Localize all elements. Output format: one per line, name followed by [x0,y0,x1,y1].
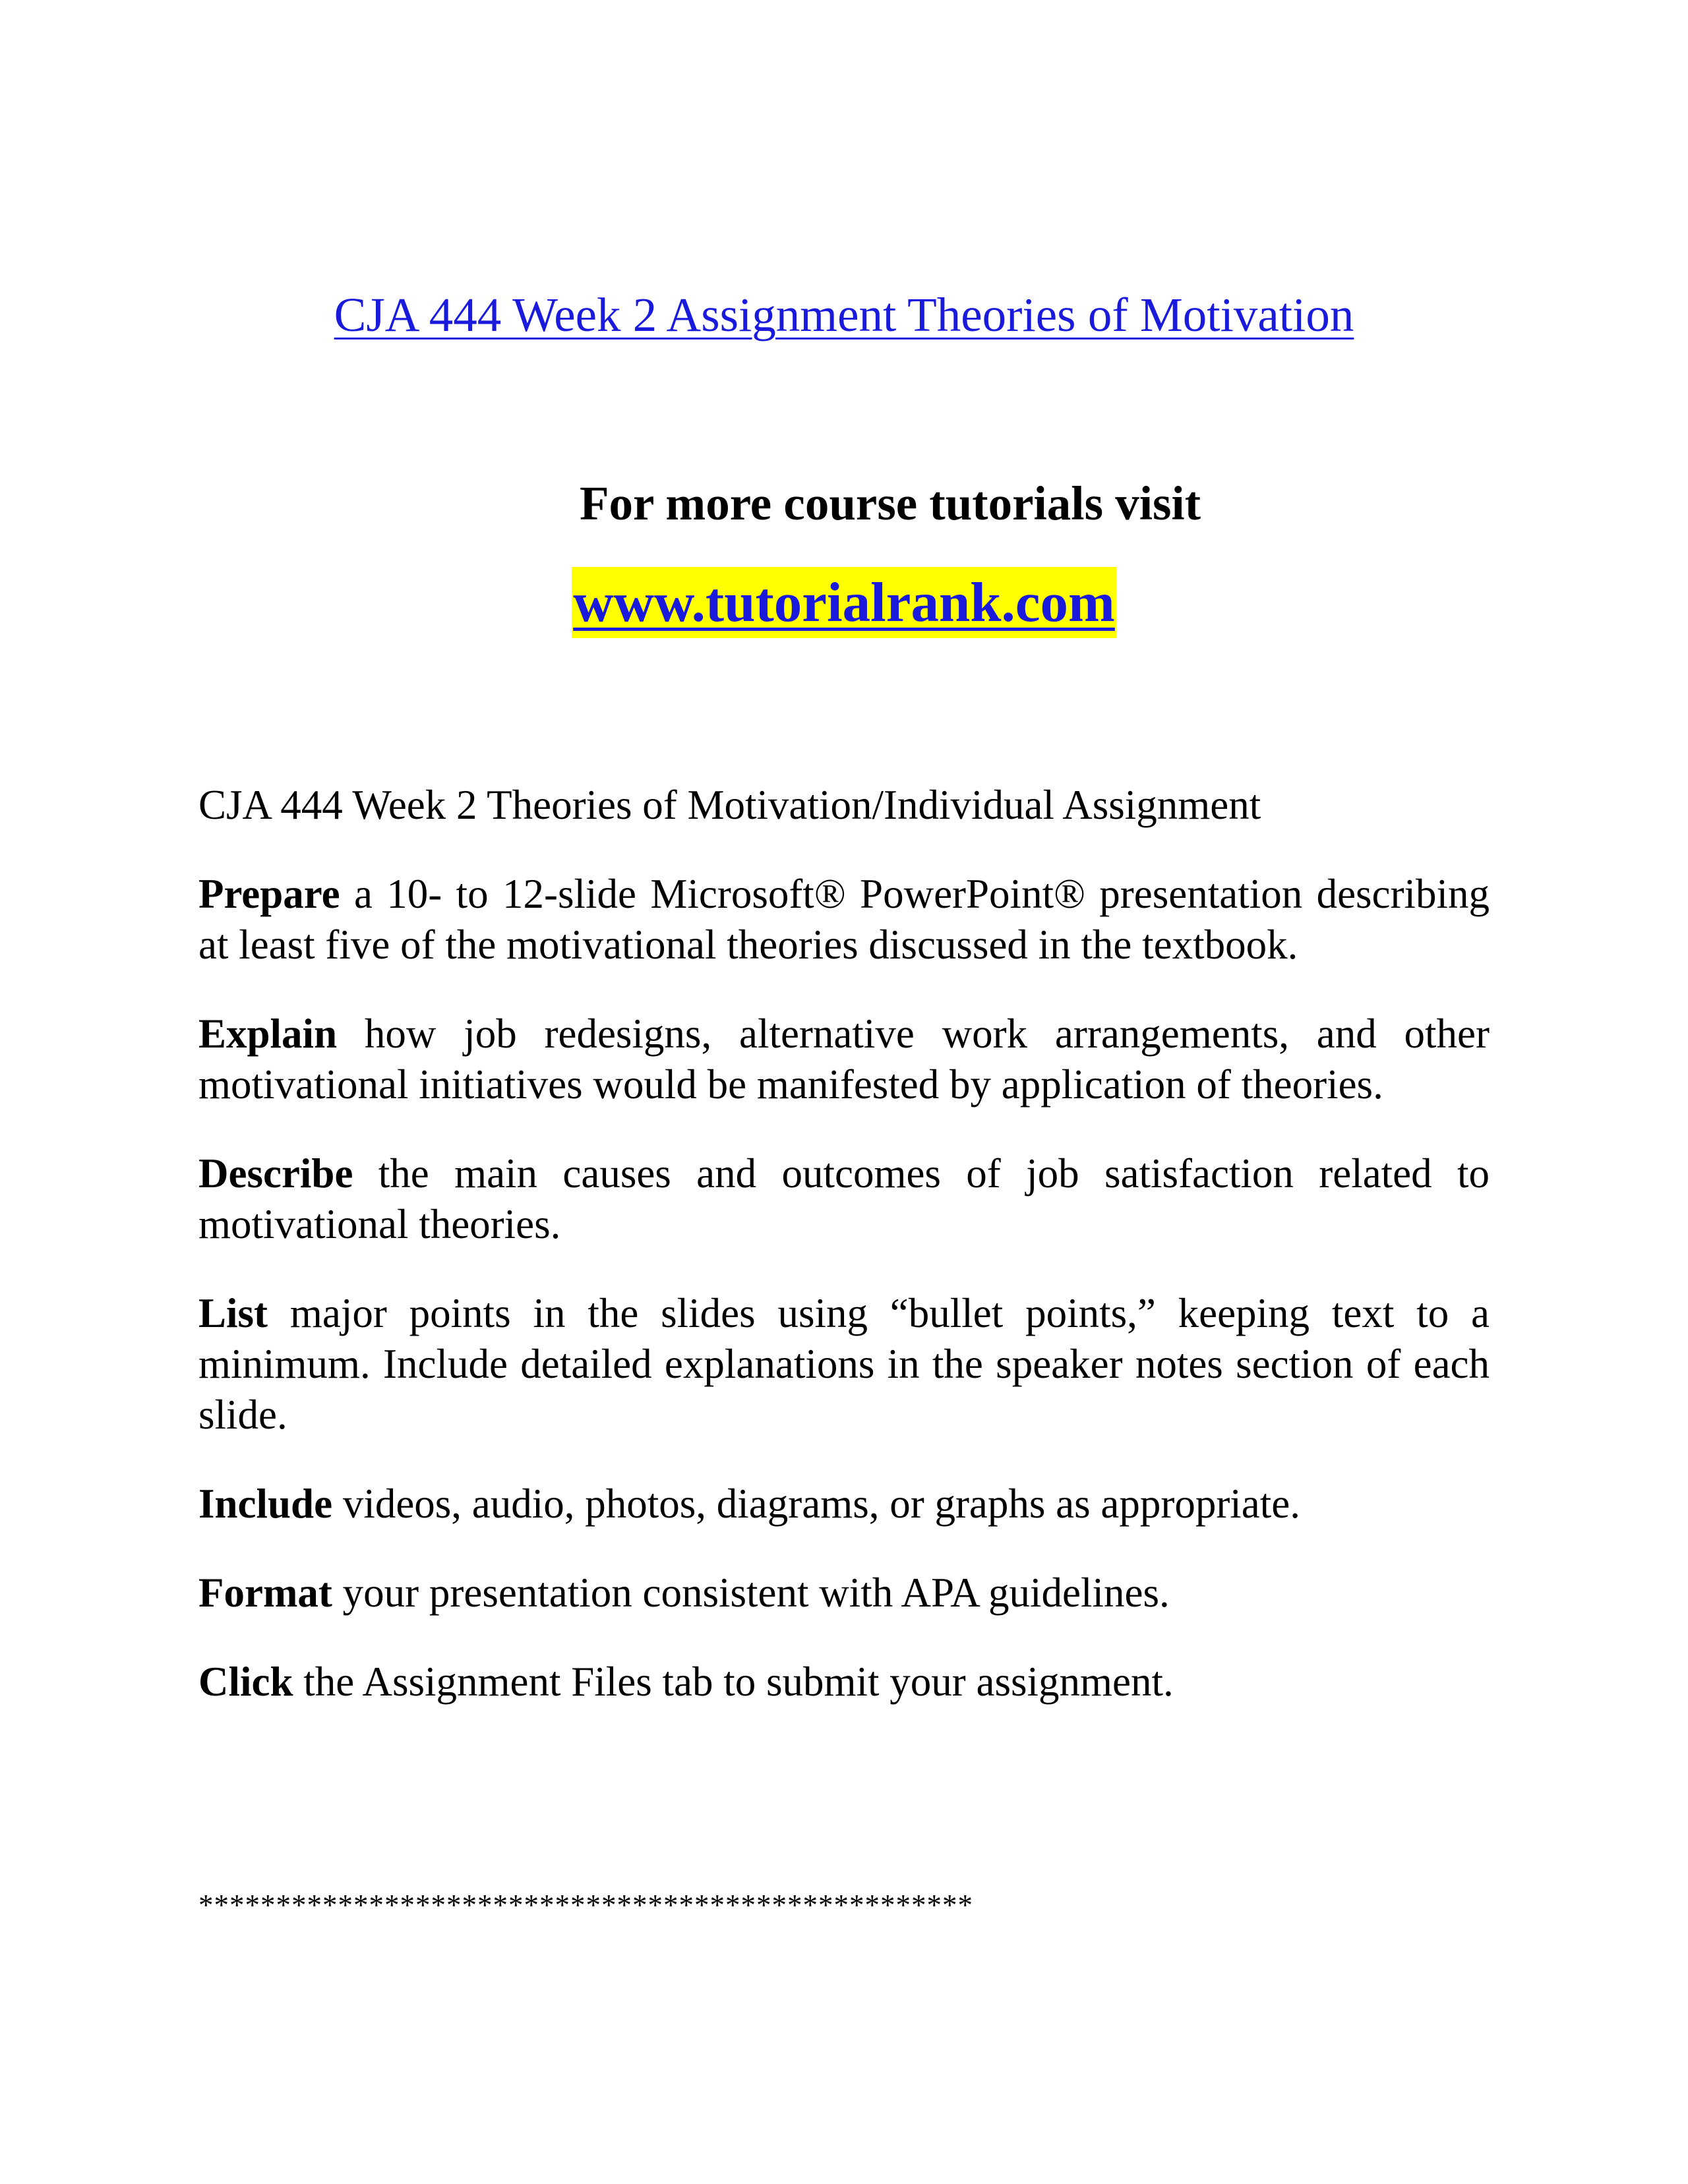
paragraph-list [198,1288,1490,1440]
paragraph-text: how job redesigns, alternative work arrangements, and other motivational initiatives would be manifested by application of theories. [198,1011,1490,1107]
title-link[interactable]: CJA 444 Week 2 Assignment Theories of Motivation [334,288,1354,341]
paragraph-text: videos, audio, photos, diagrams, or graphs as appropriate. [332,1481,1300,1527]
paragraph-lead: Include [198,1481,333,1527]
paragraph-lead: Click [198,1659,293,1705]
assignment-subtitle: CJA 444 Week 2 Theories of Motivation/Individual Assignment [198,782,1261,828]
paragraph-text: your presentation consistent with APA guidelines. [332,1570,1170,1616]
paragraph-lead: Format [198,1570,332,1616]
paragraph-lead: List [198,1290,268,1336]
tutorialrank-link[interactable]: www.tutorialrank.com [572,567,1116,638]
paragraph-click [198,1657,1490,1707]
paragraph-lead: Prepare [198,871,340,917]
paragraph-text: the Assignment Files tab to submit your assignment. [293,1659,1174,1705]
paragraph-lead: Describe [198,1150,353,1196]
paragraph-lead: Explain [198,1011,338,1057]
document-body [198,780,1490,1746]
paragraph-describe [198,1148,1490,1250]
paragraph-include [198,1479,1490,1529]
paragraph-prepare [198,869,1490,970]
url-container [0,567,1688,638]
visit-text: For more course tutorials visit [579,477,1201,530]
paragraph-text: the main causes and outcomes of job satisfaction related to motivational theories. [198,1150,1490,1247]
asterisk-separator: ************************************************** [198,1889,973,1922]
paragraph-text: a 10- to 12-slide Microsoft® PowerPoint® presentation describing at least five of the motivational theories discussed in the textbook. [198,871,1490,968]
paragraph-explain [198,1009,1490,1110]
paragraph-format [198,1568,1490,1618]
paragraph-text: major points in the slides using “bullet points,” keeping text to a minimum. Include detailed explanations in the speaker notes section of each slide. [198,1290,1490,1438]
